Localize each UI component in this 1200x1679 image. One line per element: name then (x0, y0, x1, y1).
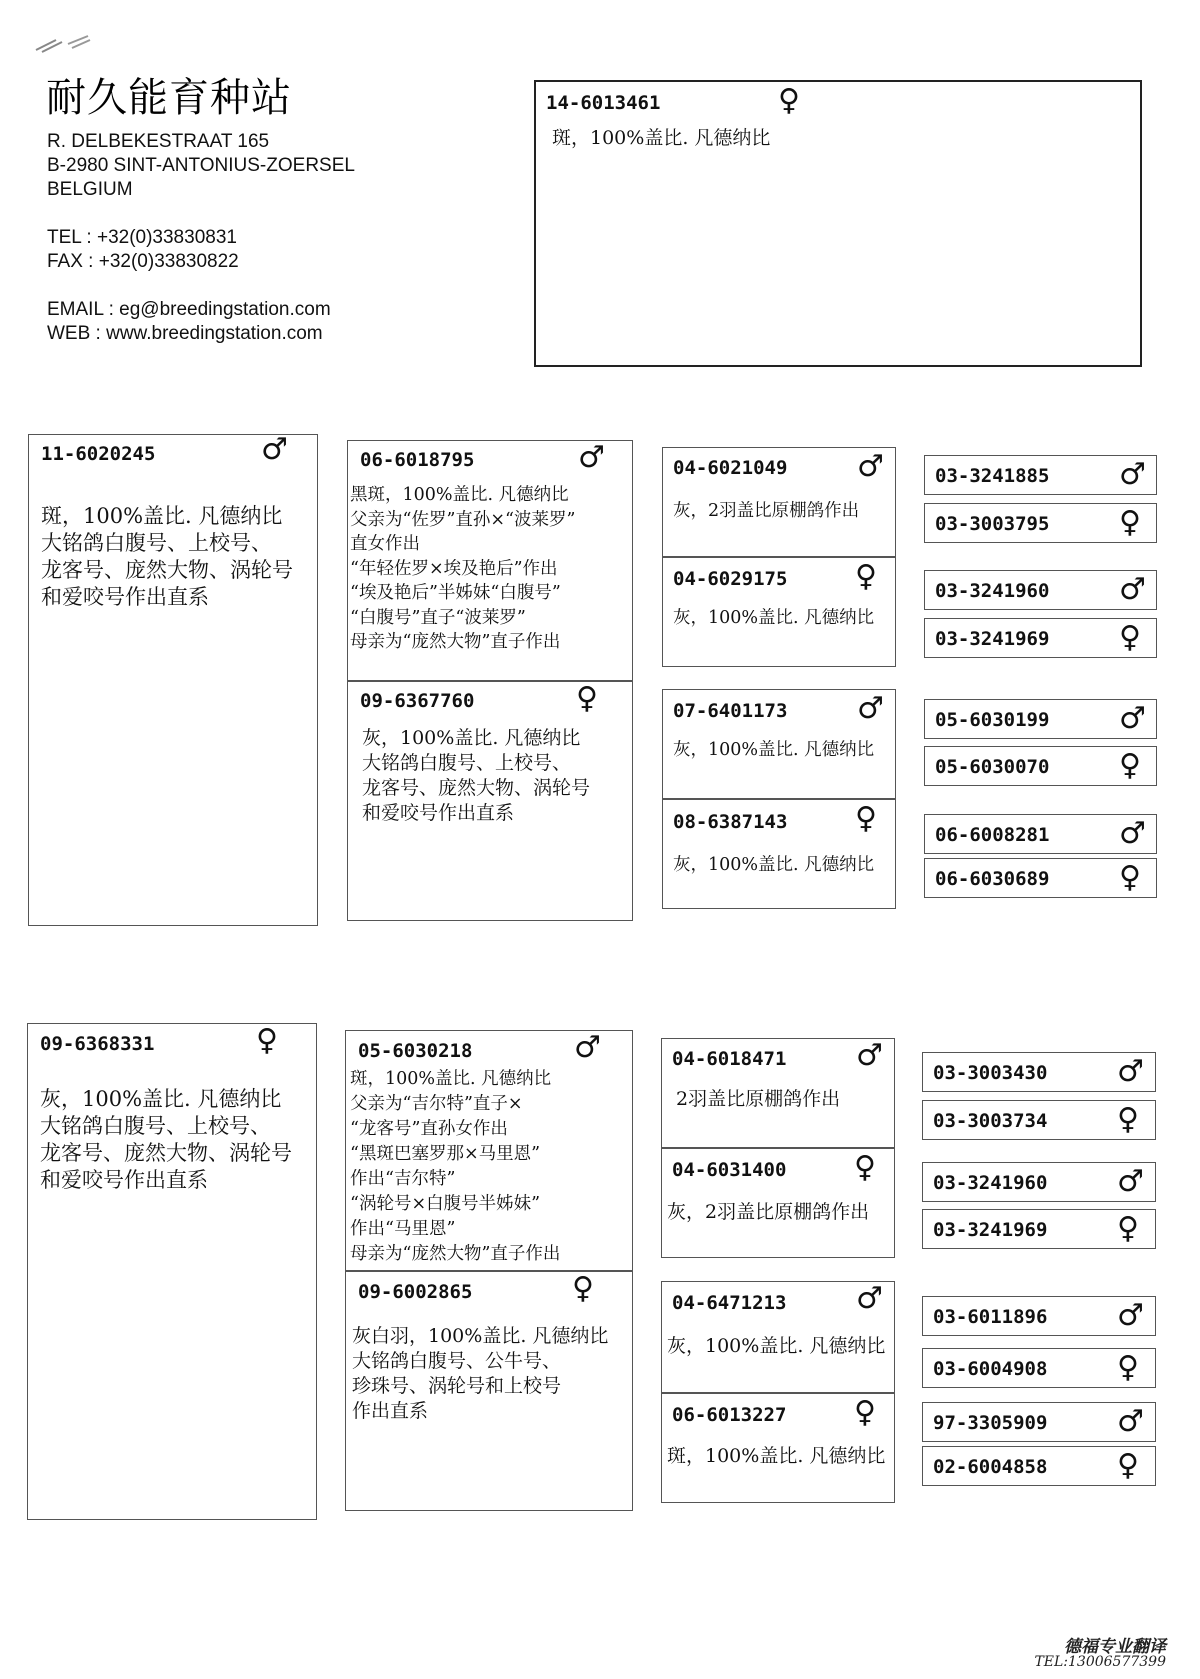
female-icon: ♀ (855, 559, 877, 594)
ring-number: 02-6004858 (933, 1456, 1048, 1478)
female-icon: ♀ (256, 1023, 278, 1058)
ring-number: 04-6021049 (673, 457, 788, 479)
ring-number: 03-6004908 (933, 1358, 1048, 1380)
pigeon-description: 灰白羽，100%盖比. 凡德纳比 大铭鸽白腹号、公牛号、 珍珠号、涡轮号和上校号 作出直系 (352, 1325, 609, 1422)
ancestor-card (922, 1402, 1156, 1442)
male-icon: ♂ (1119, 701, 1146, 736)
ring-number: 06-6018795 (360, 449, 475, 471)
ring-number: 04-6471213 (672, 1292, 787, 1314)
pigeon-description: 2羽盖比原棚鸽作出 (676, 1088, 841, 1110)
male-icon: ♂ (1119, 572, 1146, 607)
female-icon: ♀ (1119, 748, 1141, 783)
ancestor-card (922, 1296, 1156, 1336)
female-icon: ♀ (1117, 1350, 1139, 1385)
subject-card (534, 80, 1142, 367)
dam-fm-card (661, 1148, 895, 1258)
ring-number: 03-3241960 (935, 580, 1050, 602)
sire-mm-card (662, 799, 896, 909)
paper-clip-icon (34, 34, 92, 54)
pigeon-description: 灰，100%盖比. 凡德纳比 大铭鸽白腹号、上校号、 龙客号、庞然大物、涡轮号 和爱咬号作出直系 (362, 727, 591, 824)
dam-mother-card (345, 1271, 633, 1511)
male-icon: ♂ (1117, 1054, 1144, 1089)
ring-number: 06-6008281 (935, 824, 1050, 846)
ring-number: 04-6018471 (672, 1048, 787, 1070)
pigeon-description: 灰，100%盖比. 凡德纳比 (667, 1335, 886, 1357)
ring-number: 03-3003795 (935, 513, 1050, 535)
dam-mm-card (661, 1393, 895, 1503)
pigeon-description: 斑，100%盖比. 凡德纳比 (667, 1445, 886, 1467)
female-icon: ♀ (1117, 1102, 1139, 1137)
translator-brand: 德福专业翻译 (1064, 1637, 1166, 1657)
female-icon: ♀ (854, 1395, 876, 1430)
station-name: 耐久能育种站 (46, 75, 292, 121)
pigeon-description: 斑，100%盖比. 凡德纳比 父亲为“吉尔特”直子× “龙客号”直孙女作出 “黑斑巴塞罗那×马里恩” 作出“吉尔特” “涡轮号×白腹号半姊妹” 作出“马里恩” 母亲为“庞然大物”直子作出 (350, 1069, 561, 1264)
ring-number: 03-6011896 (933, 1306, 1048, 1328)
ring-number: 03-3003430 (933, 1062, 1048, 1084)
address-line-3: BELGIUM (47, 179, 133, 200)
ring-number: 09-6002865 (358, 1281, 473, 1303)
pigeon-description: 灰，100%盖比. 凡德纳比 (673, 608, 875, 628)
translator-tel: TEL:13006577399 (1034, 1654, 1166, 1670)
female-icon: ♀ (778, 83, 800, 118)
ancestor-card (922, 1162, 1156, 1202)
male-icon: ♂ (1119, 457, 1146, 492)
pigeon-description: 灰，100%盖比. 凡德纳比 大铭鸽白腹号、上校号、 龙客号、庞然大物、涡轮号 和爱咬号作出直系 (40, 1087, 292, 1192)
ancestor-card (924, 503, 1157, 543)
male-icon: ♂ (578, 440, 605, 475)
female-icon: ♀ (1119, 505, 1141, 540)
dam-father-card (345, 1030, 633, 1271)
male-icon: ♂ (857, 449, 884, 484)
ring-number: 14-6013461 (546, 92, 661, 114)
pigeon-description: 灰，100%盖比. 凡德纳比 (673, 855, 875, 875)
pigeon-description: 灰，100%盖比. 凡德纳比 (673, 740, 875, 760)
male-icon: ♂ (1119, 816, 1146, 851)
dam-card (27, 1023, 317, 1520)
male-icon: ♂ (1117, 1164, 1144, 1199)
pigeon-description: 黑斑，100%盖比. 凡德纳比 父亲为“佐罗”直孙×“波莱罗” 直女作出 “年轻佐罗×埃及艳后”作出 “埃及艳后”半姊妹“白腹号” “白腹号”直子“波莱罗” 母亲为“庞然大物”直子作出 (350, 485, 576, 652)
ring-number: 03-3003734 (933, 1110, 1048, 1132)
pigeon-description: 灰，2羽盖比原棚鸽作出 (667, 1201, 870, 1223)
ancestor-card (922, 1348, 1156, 1388)
male-icon: ♂ (857, 691, 884, 726)
ring-number: 08-6387143 (673, 811, 788, 833)
ancestor-card (924, 858, 1157, 898)
female-icon: ♀ (854, 1150, 876, 1185)
ancestor-card (922, 1100, 1156, 1140)
male-icon: ♂ (856, 1038, 883, 1073)
ancestor-card (922, 1446, 1156, 1486)
sire-mf-card (662, 689, 896, 799)
ring-number: 03-3241960 (933, 1172, 1048, 1194)
ring-number: 05-6030218 (358, 1040, 473, 1062)
web-line: WEB : www.breedingstation.com (47, 323, 323, 344)
ring-number: 03-3241885 (935, 465, 1050, 487)
sire-ff-card (662, 447, 896, 557)
female-icon: ♀ (576, 681, 598, 716)
ancestor-card (924, 455, 1157, 495)
pigeon-description: 灰，2羽盖比原棚鸽作出 (673, 501, 860, 521)
ring-number: 04-6029175 (673, 568, 788, 590)
ancestor-card (924, 814, 1157, 854)
ancestor-card (924, 699, 1157, 739)
fax-line: FAX : +32(0)33830822 (47, 251, 239, 272)
male-icon: ♂ (261, 432, 288, 467)
ring-number: 07-6401173 (673, 700, 788, 722)
pigeon-description: 斑，100%盖比. 凡德纳比 大铭鸽白腹号、上校号、 龙客号、庞然大物、涡轮号 和爱咬号作出直系 (41, 504, 293, 609)
ancestor-card (922, 1052, 1156, 1092)
female-icon: ♀ (572, 1271, 594, 1306)
ring-number: 05-6030070 (935, 756, 1050, 778)
ring-number: 04-6031400 (672, 1159, 787, 1181)
address-line-2: B-2980 SINT-ANTONIUS-ZOERSEL (47, 155, 355, 176)
female-icon: ♀ (855, 801, 877, 836)
ancestor-card (924, 618, 1157, 658)
male-icon: ♂ (1117, 1298, 1144, 1333)
ring-number: 97-3305909 (933, 1412, 1048, 1434)
dam-mf-card (661, 1281, 895, 1393)
email-line: EMAIL : eg@breedingstation.com (47, 299, 331, 320)
sire-father-card (347, 440, 633, 681)
ancestor-card (924, 570, 1157, 610)
female-icon: ♀ (1119, 620, 1141, 655)
female-icon: ♀ (1117, 1211, 1139, 1246)
contact-block (47, 130, 355, 346)
dam-ff-card (661, 1038, 895, 1148)
ring-number: 09-6367760 (360, 690, 475, 712)
sire-card (28, 434, 318, 926)
ring-number: 05-6030199 (935, 709, 1050, 731)
male-icon: ♂ (574, 1030, 601, 1065)
ring-number: 09-6368331 (40, 1033, 155, 1055)
ring-number: 06-6030689 (935, 868, 1050, 890)
sire-fm-card (662, 557, 896, 667)
ring-number: 03-3241969 (933, 1219, 1048, 1241)
pigeon-description: 斑，100%盖比. 凡德纳比 (552, 127, 771, 149)
female-icon: ♀ (1117, 1448, 1139, 1483)
ancestor-card (922, 1209, 1156, 1249)
male-icon: ♂ (856, 1281, 883, 1316)
ring-number: 11-6020245 (41, 443, 156, 465)
sire-mother-card (347, 681, 633, 921)
address-line-1: R. DELBEKESTRAAT 165 (47, 131, 270, 152)
ancestor-card (924, 746, 1157, 786)
tel-line: TEL : +32(0)33830831 (47, 227, 237, 248)
male-icon: ♂ (1117, 1404, 1144, 1439)
ring-number: 06-6013227 (672, 1404, 787, 1426)
female-icon: ♀ (1119, 860, 1141, 895)
ring-number: 03-3241969 (935, 628, 1050, 650)
